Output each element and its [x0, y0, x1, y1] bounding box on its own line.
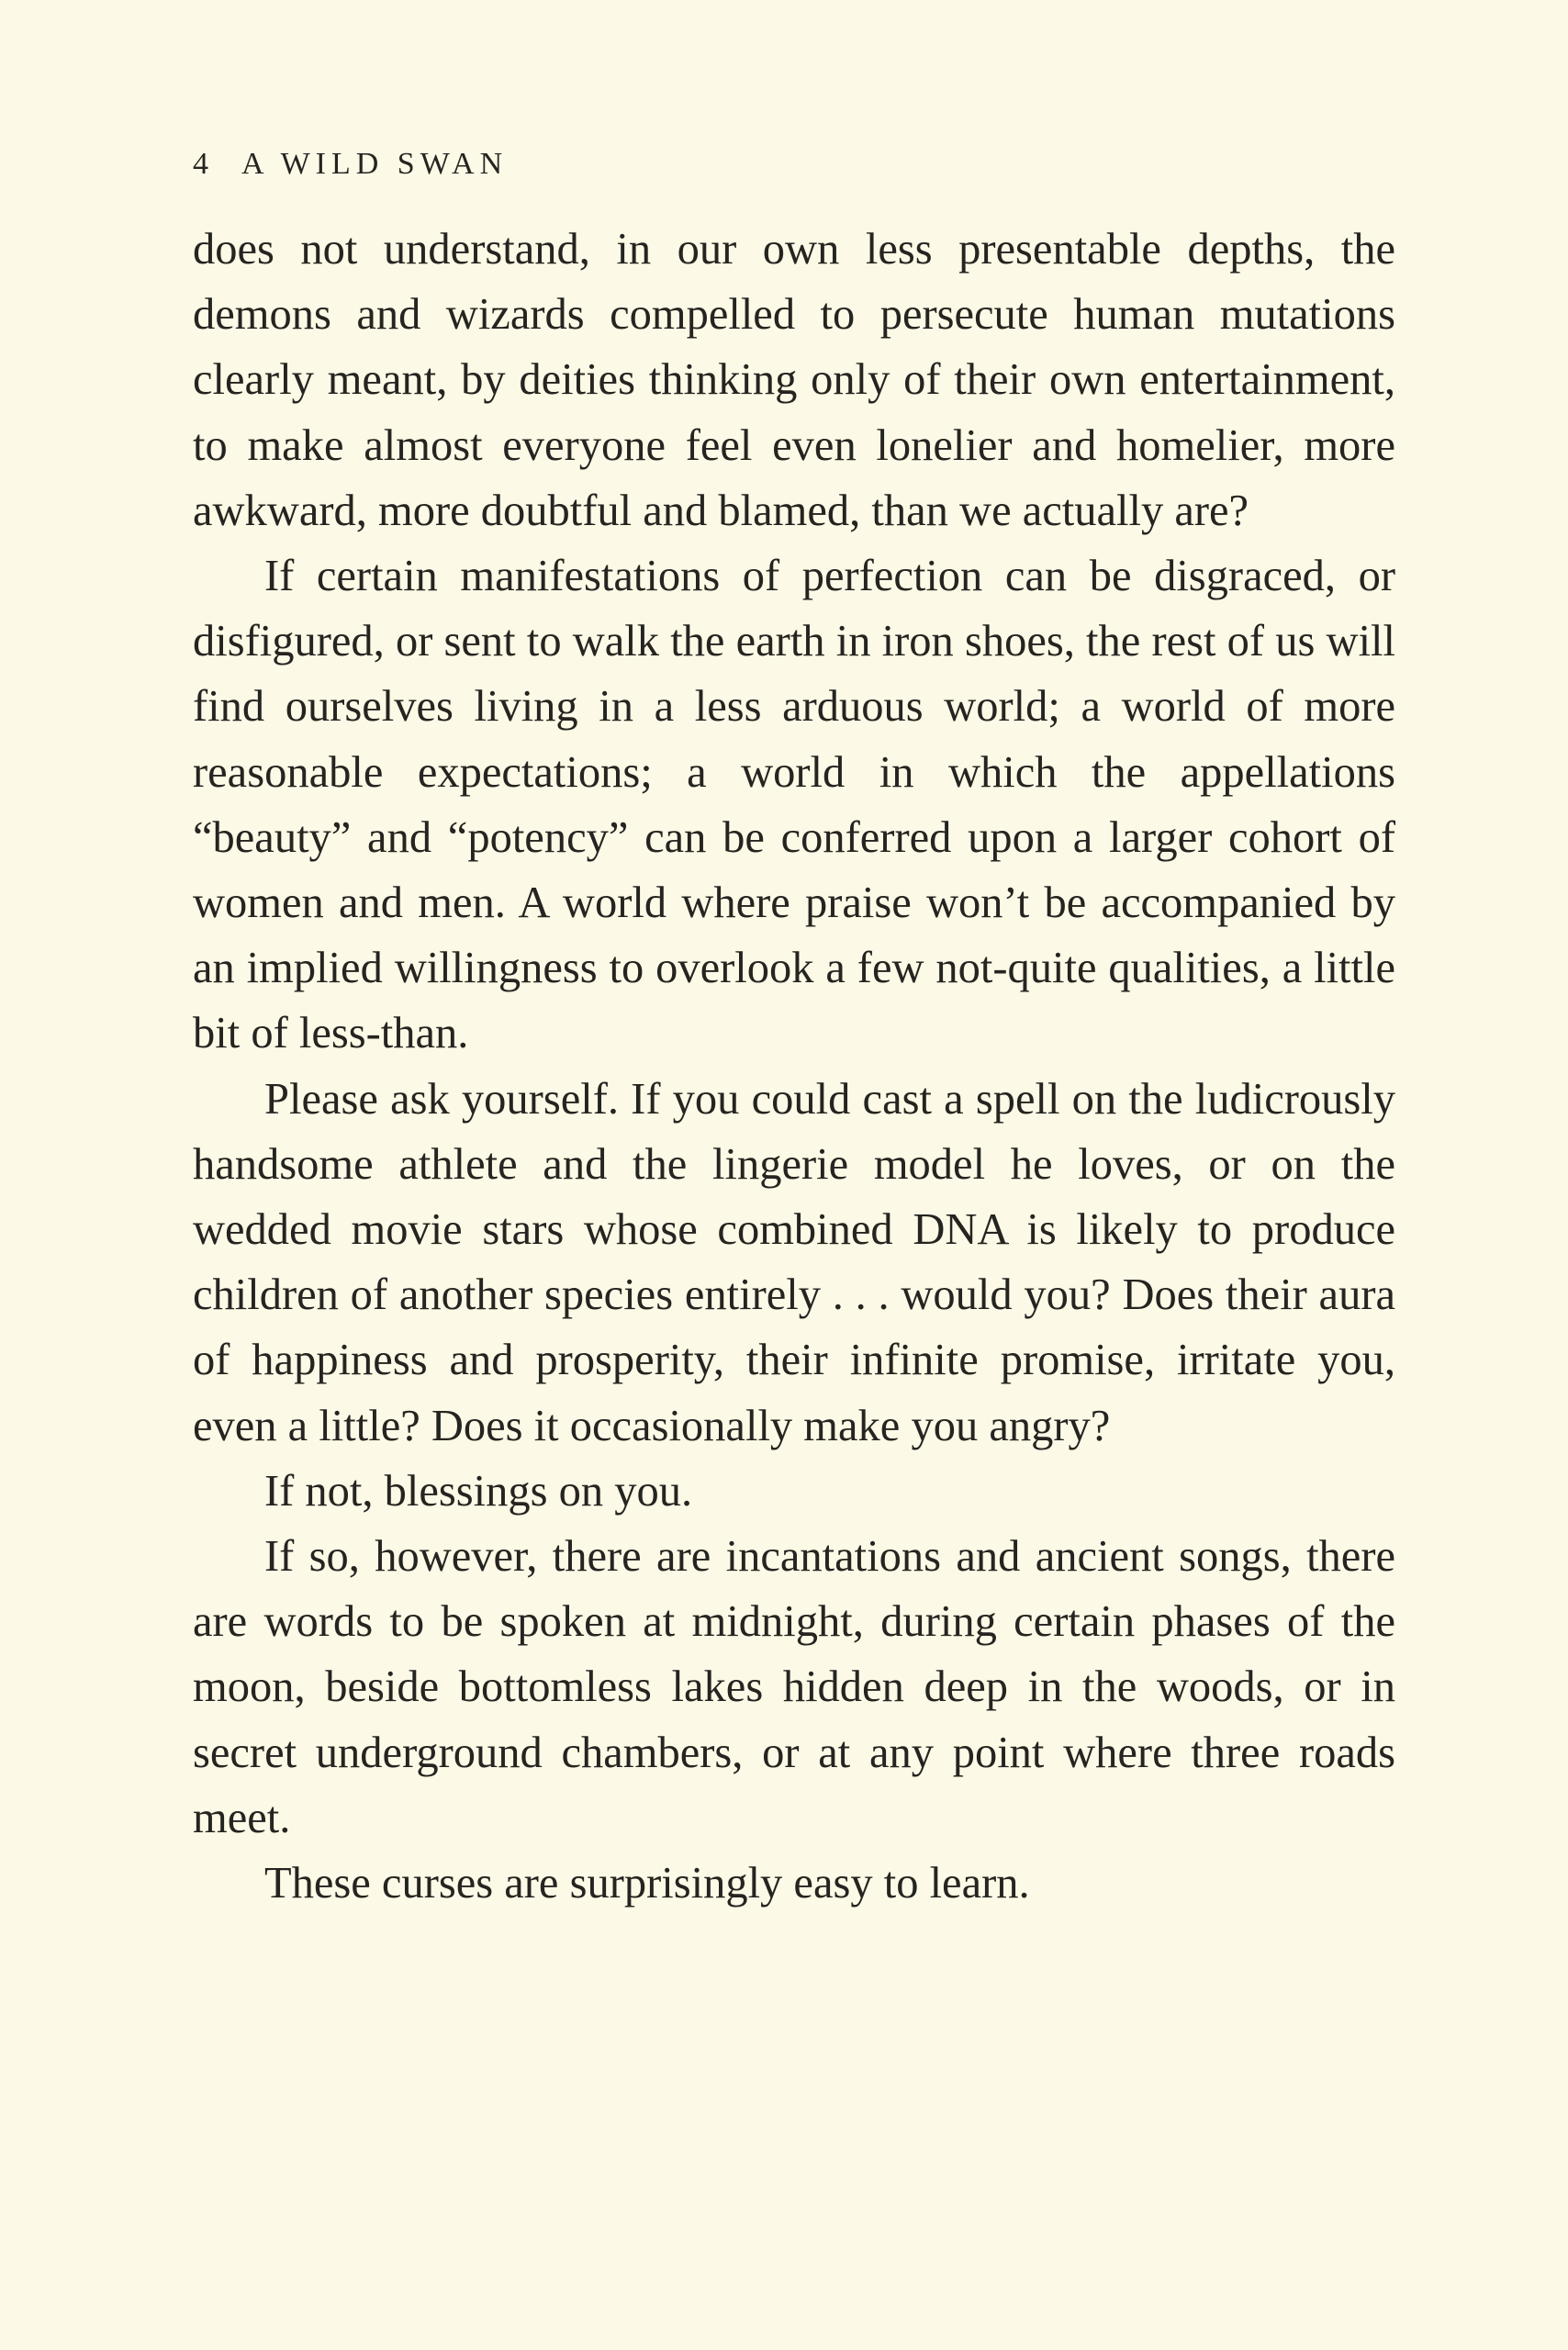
book-title: A WILD SWAN	[241, 147, 509, 181]
page-number: 4	[193, 147, 208, 181]
paragraph-4: If not, blessings on you.	[264, 1466, 693, 1516]
running-head	[193, 147, 1395, 202]
paragraph-1: does not understand, in our own less presentable depths, the demons and wizards compelled to persecute human mutations clearly meant, by deities thinking only of their own entertainment, to make almost everyone feel even lonelier and homelier, more awkward, more doubtful and blamed, than we actually are?	[193, 225, 1395, 535]
body-text	[193, 217, 1395, 1916]
paragraph-2: If certain manifestations of perfection can be disgraced, or disfigured, or sent to walk the earth in iron shoes, the rest of us will find ourselves living in a less arduous world; a world of more reasonable expectations; a world in which the appellations “beauty” and “potency” can be conferred upon a larger cohort of women and men. A world where praise won’t be accompanied by an implied willingness to overlook a few not-quite qualities, a little bit of less-than.	[193, 552, 1395, 1058]
paragraph-5: If so, however, there are incantations and ancient songs, there are words to be spoken at midnight, during certain phases of the moon, beside bottomless lakes hidden deep in the woods, or in secret underground chambers, or at any point where three roads meet.	[193, 1532, 1395, 1842]
paragraph-3: Please ask yourself. If you could cast a spell on the ludicrously handsome athlete and the lingerie model he loves, or on the wedded movie stars whose combined DNA is likely to produce children of another species entirely . . . would you? Does their aura of happiness and prosperity, their infinite promise, irritate you, even a little? Does it occasionally make you angry?	[193, 1074, 1395, 1450]
book-page	[193, 147, 1395, 1916]
paragraph-6: These curses are surprisingly easy to learn.	[264, 1859, 1030, 1908]
